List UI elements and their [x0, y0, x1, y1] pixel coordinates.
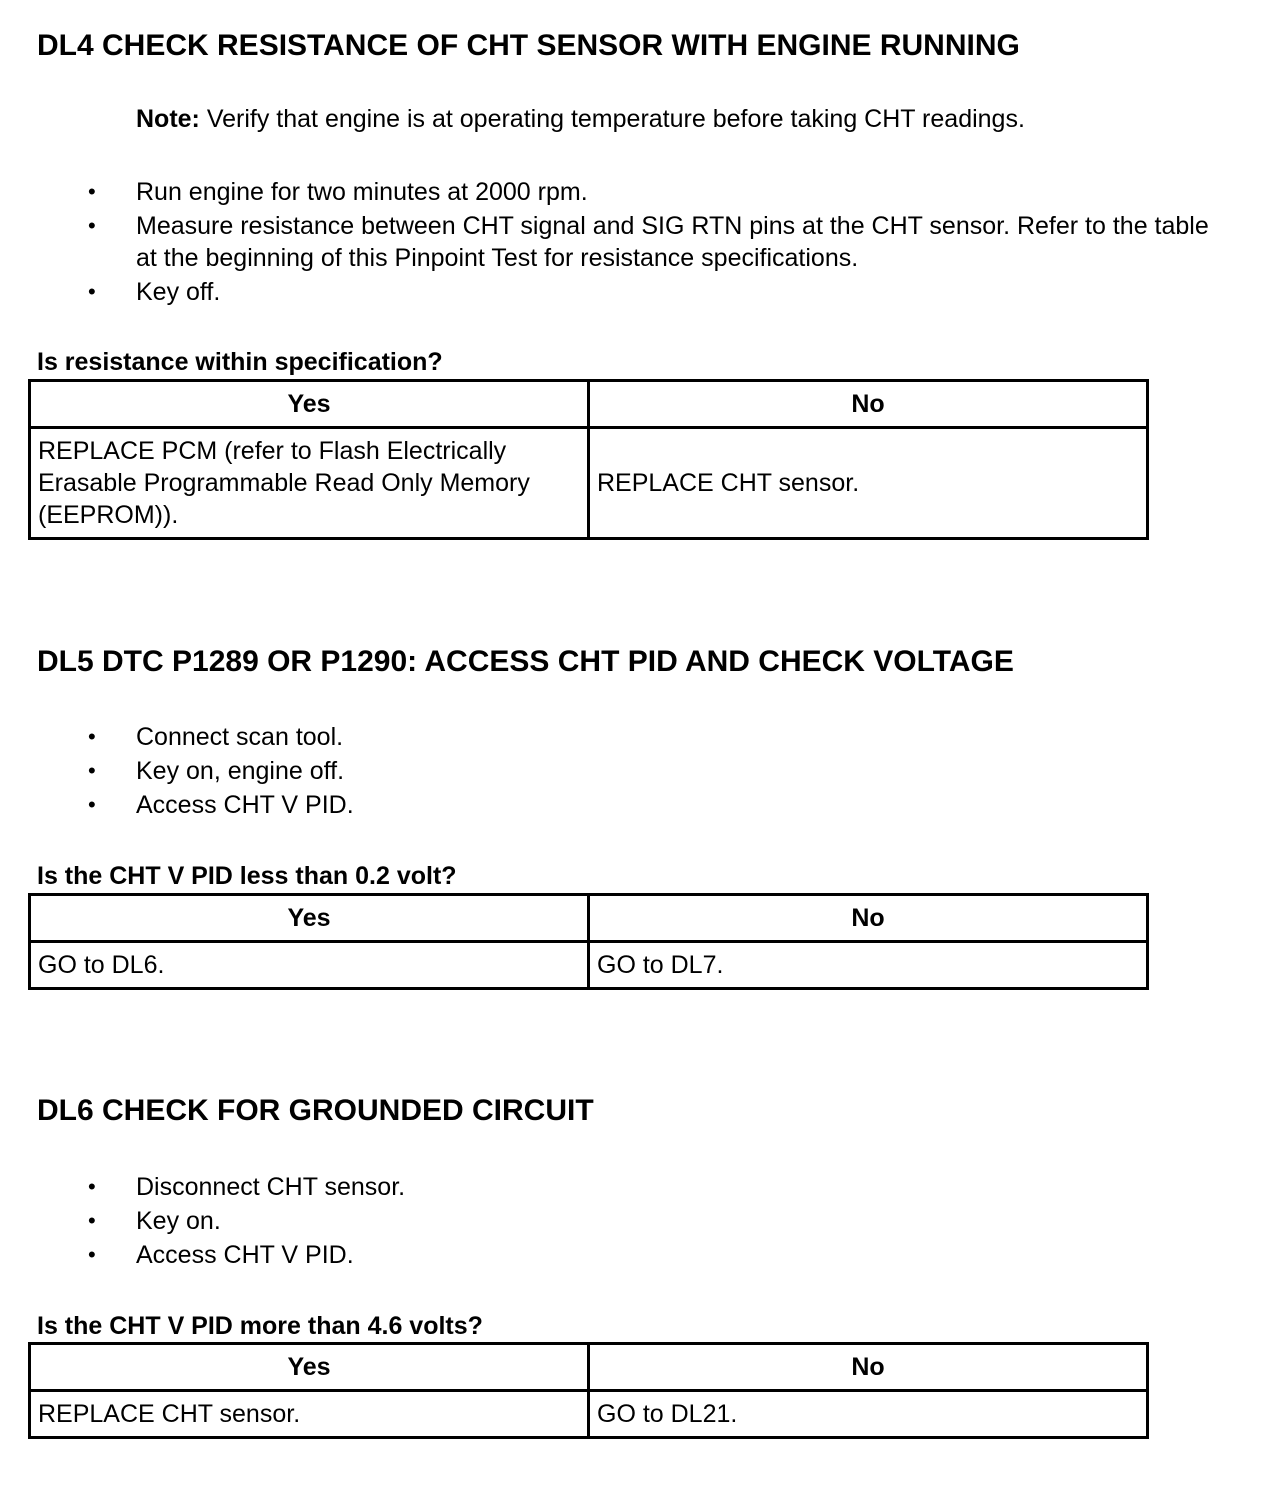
bullet-icon: •	[88, 758, 96, 783]
table-row	[30, 428, 1148, 539]
table-row	[30, 942, 1148, 989]
dl5-step-list	[0, 721, 1236, 823]
dl4-step-list	[0, 176, 1236, 310]
list-item	[0, 755, 1236, 787]
note-text: Verify that engine is at operating temperature before taking CHT readings.	[199, 105, 1025, 133]
note-label: Note:	[136, 105, 200, 133]
no-action-cell: GO to DL7.	[589, 942, 1148, 989]
no-column-header: No	[589, 895, 1148, 942]
bullet-icon: •	[88, 1242, 96, 1267]
bullet-icon: •	[88, 1208, 96, 1233]
dl6-question: Is the CHT V PID more than 4.6 volts?	[37, 1312, 483, 1340]
list-item	[0, 1239, 1236, 1271]
dl4-note	[136, 103, 1025, 135]
step-text: Connect scan tool.	[136, 723, 344, 751]
list-item	[0, 789, 1236, 821]
yes-action-cell: GO to DL6.	[30, 942, 589, 989]
dl5-heading: DL5 DTC P1289 OR P1290: ACCESS CHT PID AND CHECK VOLTAGE	[37, 645, 1014, 678]
yes-column-header: Yes	[30, 381, 589, 428]
list-item	[0, 276, 1236, 308]
no-column-header: No	[589, 381, 1148, 428]
step-text: Run engine for two minutes at 2000 rpm.	[136, 178, 588, 206]
table-header-row	[30, 381, 1148, 428]
dl6-answer-table	[28, 1342, 1149, 1439]
dl4-question: Is resistance within specification?	[37, 348, 443, 376]
list-item	[0, 1205, 1236, 1237]
bullet-icon: •	[88, 792, 96, 817]
yes-column-header: Yes	[30, 1344, 589, 1391]
bullet-icon: •	[88, 1174, 96, 1199]
bullet-icon: •	[88, 724, 96, 749]
no-action-cell: GO to DL21.	[589, 1391, 1148, 1438]
step-text: Access CHT V PID.	[136, 1241, 354, 1269]
step-text: Key off.	[136, 278, 221, 306]
yes-column-header: Yes	[30, 895, 589, 942]
dl5-answer-table	[28, 893, 1149, 990]
dl6-step-list	[0, 1171, 1236, 1273]
list-item	[0, 176, 1236, 208]
list-item	[0, 210, 1236, 274]
table-row	[30, 1391, 1148, 1438]
no-action-cell: REPLACE CHT sensor.	[589, 428, 1148, 539]
step-text: Disconnect CHT sensor.	[136, 1173, 406, 1201]
yes-action-cell: REPLACE CHT sensor.	[30, 1391, 589, 1438]
table-header-row	[30, 1344, 1148, 1391]
step-text: Key on.	[136, 1207, 221, 1235]
list-item	[0, 721, 1236, 753]
no-column-header: No	[589, 1344, 1148, 1391]
bullet-icon: •	[88, 279, 96, 304]
step-text: Key on, engine off.	[136, 757, 345, 785]
dl6-heading: DL6 CHECK FOR GROUNDED CIRCUIT	[37, 1094, 594, 1127]
bullet-icon: •	[88, 213, 96, 238]
bullet-icon: •	[88, 179, 96, 204]
dl5-question: Is the CHT V PID less than 0.2 volt?	[37, 862, 457, 890]
step-text: Measure resistance between CHT signal and SIG RTN pins at the CHT sensor. Refer to the table at the beginning of this Pinpoint Test for resistance specifications.	[136, 212, 1209, 272]
yes-action-cell: REPLACE PCM (refer to Flash Electrically Erasable Programmable Read Only Memory (EEPROM)).	[30, 428, 589, 539]
dl4-heading: DL4 CHECK RESISTANCE OF CHT SENSOR WITH ENGINE RUNNING	[37, 29, 1020, 62]
table-header-row	[30, 895, 1148, 942]
dl4-answer-table	[28, 379, 1149, 540]
list-item	[0, 1171, 1236, 1203]
step-text: Access CHT V PID.	[136, 791, 354, 819]
